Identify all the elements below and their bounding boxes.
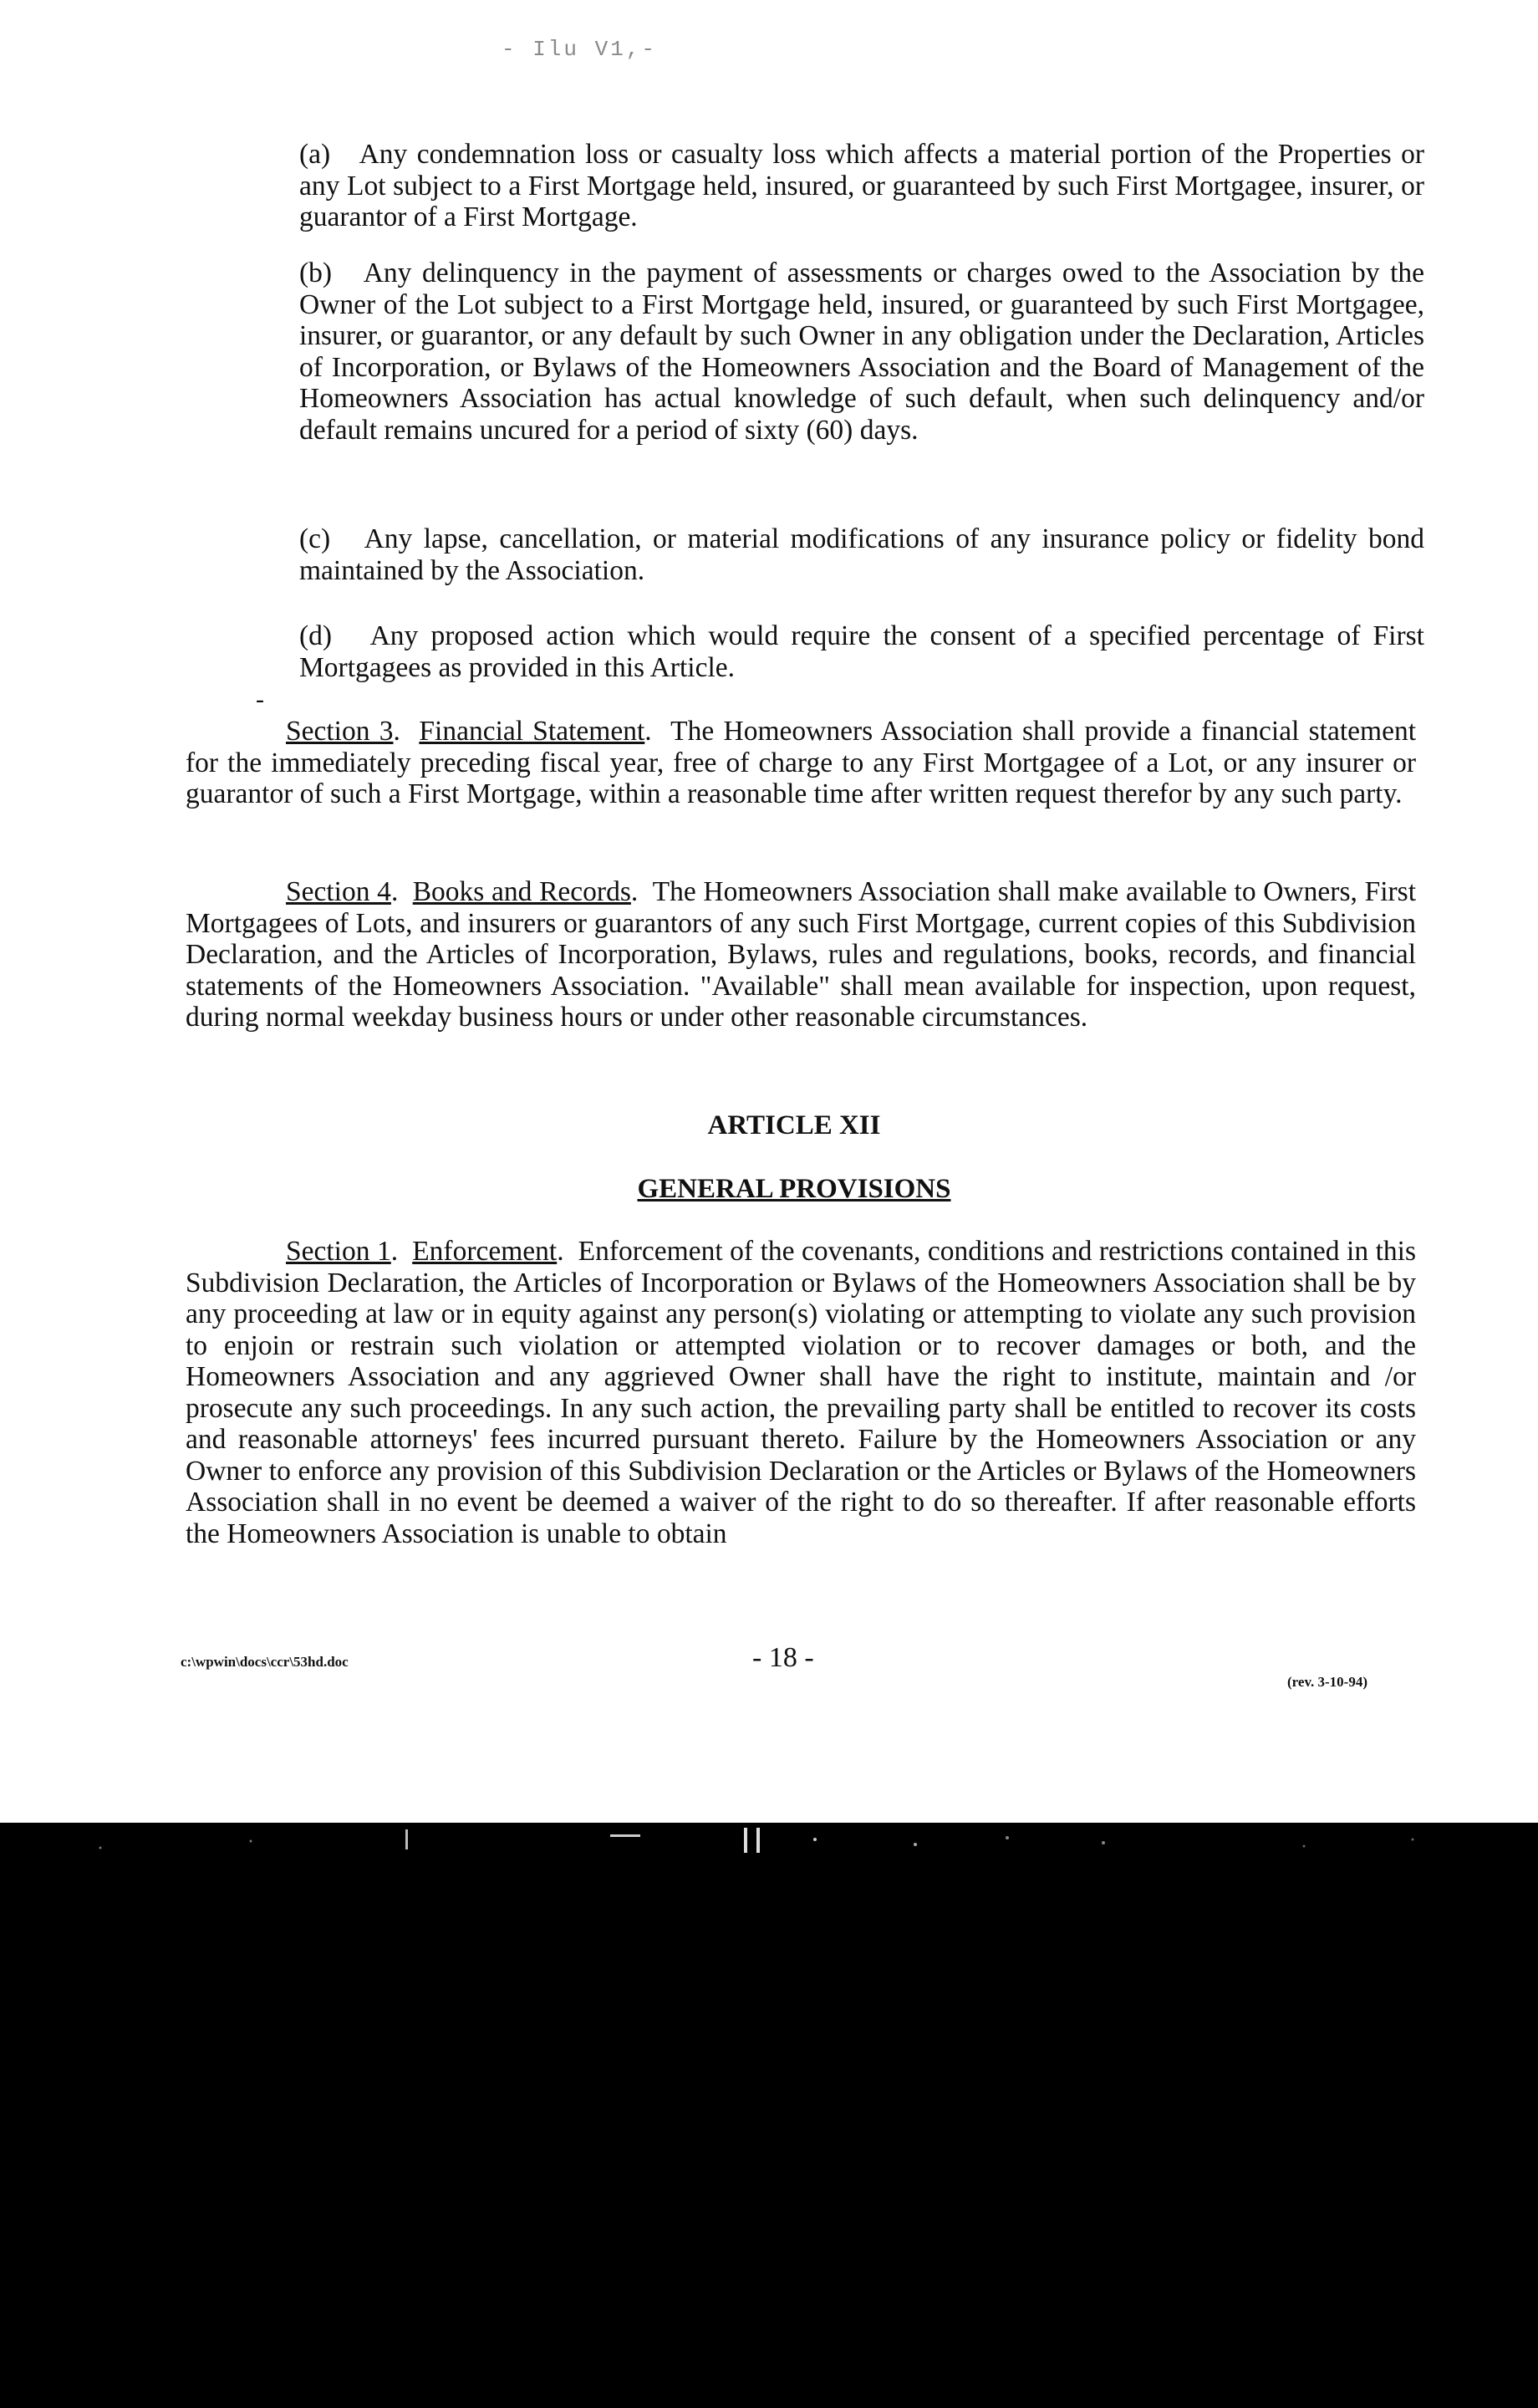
item-label: (a) (299, 139, 331, 170)
scan-stamp: - Ilu V1,- (502, 37, 658, 62)
item-label: (d) (299, 620, 333, 651)
footer-file-path: c:\wpwin\docs\ccr\53hd.doc (181, 1654, 349, 1670)
section-4: Section 4. Books and Records. The Homeowners Association shall make available to Owners, First Mortgagees of Lots, and insurers or guarantors of any such First Mortgage, current copies of this Subdivision Declaration, and the Articles of Incorporation, Bylaws, rules and regulations, books, records, and financial statements of the Homeowners Association. "Available" shall mean available for inspection, upon request, during normal weekday business hours or under other reasonable circumstances. (186, 876, 1417, 1033)
article-subtitle: GENERAL PROVISIONS (637, 1174, 951, 1204)
scan-border (0, 1823, 1538, 2408)
item-a (299, 139, 1424, 233)
item-text: Any condemnation loss or casualty loss which affects a material portion of the Properties or any Lot subject to a First Mortgage held, insured, or guaranteed by such First Mortgagee, insurer, or guarantor of a First Mortgage. (299, 139, 1425, 232)
stray-mark: - (256, 686, 264, 713)
article-title: ARTICLE XII (707, 1110, 881, 1140)
item-c (299, 523, 1424, 586)
section-text: The Homeowners Association shall make available to Owners, First Mortgagees of Lots, and insurers or guarantors of any such First Mortgage, current copies of this Subdivision Declaration, and the Articles of Incorporation, Bylaws, rules and regulations, books, records, and financial statements of the Homeowners Association. "Available" shall mean available for inspection, upon request, during normal weekday business hours or under other reasonable circumstances. (186, 876, 1417, 1033)
section-3: Section 3. Financial Statement. The Homeowners Association shall provide a financial statement for the immediately preceding fiscal year, free of charge to any First Mortgagee of a Lot, or any insurer or guarantor of such a First Mortgage, within a reasonable time after written request therefor by any such party. (186, 716, 1417, 809)
section-number: Section 3 (286, 716, 394, 747)
item-text: Any delinquency in the payment of assessments or charges owed to the Association by the Owner of the Lot subject to a First Mortgage held, insured, or guaranteed by such First Mortgagee, insurer, or guarantor, or any default by such Owner in any obligation under the Declaration, Articles of Incorporation, or Bylaws of the Homeowners Association and the Board of Management of the Homeowners Association has actual knowledge of such default, when such delinquency and/or default remains uncured for a period of sixty (60) days. (299, 258, 1424, 446)
section-title: Financial Statement (419, 716, 645, 747)
section-number: Section 1 (286, 1236, 391, 1267)
item-text: Any lapse, cancellation, or material modifications of any insurance policy or fidelity bond maintained by the Association. (299, 523, 1425, 586)
item-label: (b) (299, 258, 333, 288)
revision-date: (rev. 3-10-94) (1287, 1674, 1367, 1690)
section-number: Section 4 (286, 876, 391, 907)
item-label: (c) (299, 523, 331, 554)
item-d (299, 620, 1424, 683)
section-text: Enforcement of the covenants, conditions and restrictions contained in this Subdivision Declaration, the Articles of Incorporation or Bylaws of the Homeowners Association shall be by any proceeding at law or in equity against any person(s) violating or attempting to violate any such provision to enjoin or restrain such violation or attempted violation or to recover damages or both, and the Homeowners Association and any aggrieved Owner shall have the right to institute, maintain and /or prosecute any such proceedings. In any such action, the prevailing party shall be entitled to recover its costs and reasonable attorneys' fees incurred pursuant thereto. Failure by the Homeowners Association or any Owner to enforce any provision of this Subdivision Declaration or the Articles or Bylaws of the Homeowners Association shall in no event be deemed a waiver of the right to do so thereafter. If after reasonable efforts the Homeowners Association is unable to obtain (186, 1236, 1417, 1549)
scan-noise (0, 1823, 1538, 1873)
section-title: Books and Records (412, 876, 631, 907)
item-b (299, 258, 1424, 446)
page-number: - 18 - (752, 1642, 814, 1673)
item-text: Any proposed action which would require the consent of a specified percentage of First Mortgagees as provided in this Article. (299, 620, 1424, 683)
section-1-enforcement: Section 1. Enforcement. Enforcement of the covenants, conditions and restrictions contained in this Subdivision Declaration, the Articles of Incorporation or Bylaws of the Homeowners Association shall be by any proceeding at law or in equity against any person(s) violating or attempting to violate any such provision to enjoin or restrain such violation or attempted violation or to recover damages or both, and the Homeowners Association and any aggrieved Owner shall have the right to institute, maintain and /or prosecute any such proceedings. In any such action, the prevailing party shall be entitled to recover its costs and reasonable attorneys' fees incurred pursuant thereto. Failure by the Homeowners Association or any Owner to enforce any provision of this Subdivision Declaration or the Articles or Bylaws of the Homeowners Association shall in no event be deemed a waiver of the right to do so thereafter. If after reasonable efforts the Homeowners Association is unable to obtain (186, 1236, 1417, 1549)
section-title: Enforcement (412, 1236, 558, 1267)
section-text: The Homeowners Association shall provide a financial statement for the immediately preceding fiscal year, free of charge to any First Mortgagee of a Lot, or any insurer or guarantor of such a First Mortgage, within a reasonable time after written request therefor by any such party. (186, 716, 1417, 809)
